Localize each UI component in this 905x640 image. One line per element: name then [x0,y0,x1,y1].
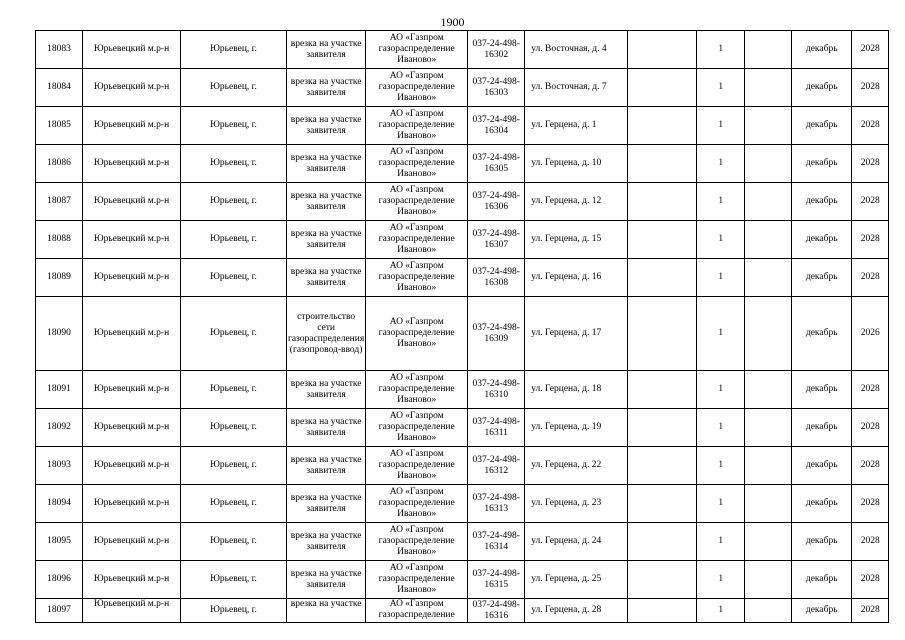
city-cell: Юрьевец, г. [181,221,287,259]
organization-cell: АО «Газпром газораспределение Иваново» [366,409,468,447]
month-cell: декабрь [792,447,852,485]
empty-cell [628,259,697,297]
city-cell: Юрьевец, г. [181,69,287,107]
address-cell: ул. Герцена, д. 25 [525,561,628,599]
city-cell: Юрьевец, г. [181,599,287,623]
row-id-cell: 18090 [36,297,83,371]
empty-cell [628,447,697,485]
organization-cell: АО «Газпром газораспределение [366,599,468,623]
row-id-cell: 18083 [36,31,83,69]
empty-cell [628,371,697,409]
work-type-cell: врезка на участке заявителя [287,145,366,183]
work-type-cell: врезка на участке заявителя [287,221,366,259]
code-cell: 037-24-498-16310 [468,371,525,409]
work-type-cell: строительство сети газораспределения (газопровод-ввод) [287,297,366,371]
row-id-cell: 18084 [36,69,83,107]
city-cell: Юрьевец, г. [181,107,287,145]
month-cell: декабрь [792,145,852,183]
count-cell: 1 [697,221,745,259]
code-cell: 037-24-498-16302 [468,31,525,69]
empty-cell [628,409,697,447]
table-row [36,599,889,623]
city-cell: Юрьевец, г. [181,485,287,523]
month-cell: декабрь [792,599,852,623]
count-cell: 1 [697,371,745,409]
count-cell: 1 [697,409,745,447]
city-cell: Юрьевец, г. [181,31,287,69]
district-cell: Юрьевецкий м.р-н [83,145,181,183]
table-row [36,145,889,183]
month-cell: декабрь [792,69,852,107]
organization-cell: АО «Газпром газораспределение Иваново» [366,107,468,145]
organization-cell: АО «Газпром газораспределение Иваново» [366,371,468,409]
row-id-cell: 18085 [36,107,83,145]
table-row [36,409,889,447]
table-row [36,221,889,259]
empty-cell [745,409,792,447]
code-cell: 037-24-498-16309 [468,297,525,371]
city-cell: Юрьевец, г. [181,297,287,371]
work-type-cell: врезка на участке заявителя [287,409,366,447]
empty-cell [745,447,792,485]
work-type-cell: врезка на участке заявителя [287,371,366,409]
district-cell: Юрьевецкий м.р-н [83,447,181,485]
table-row [36,523,889,561]
empty-cell [628,145,697,183]
address-cell: ул. Герцена, д. 19 [525,409,628,447]
district-cell: Юрьевецкий м.р-н [83,599,181,623]
district-cell: Юрьевецкий м.р-н [83,523,181,561]
city-cell: Юрьевец, г. [181,259,287,297]
address-cell: ул. Герцена, д. 28 [525,599,628,623]
district-cell: Юрьевецкий м.р-н [83,259,181,297]
count-cell: 1 [697,69,745,107]
organization-cell: АО «Газпром газораспределение Иваново» [366,69,468,107]
address-cell: ул. Восточная, д. 4 [525,31,628,69]
code-cell: 037-24-498-16306 [468,183,525,221]
count-cell: 1 [697,31,745,69]
empty-cell [745,183,792,221]
count-cell: 1 [697,523,745,561]
empty-cell [745,561,792,599]
table-row [36,447,889,485]
work-type-cell: врезка на участке заявителя [287,485,366,523]
district-cell: Юрьевецкий м.р-н [83,31,181,69]
empty-cell [745,31,792,69]
code-cell: 037-24-498-16312 [468,447,525,485]
empty-cell [745,371,792,409]
year-cell: 2026 [852,297,889,371]
code-cell: 037-24-498-16315 [468,561,525,599]
work-type-cell: врезка на участке заявителя [287,447,366,485]
address-cell: ул. Герцена, д. 22 [525,447,628,485]
count-cell: 1 [697,561,745,599]
row-id-cell: 18096 [36,561,83,599]
organization-cell: АО «Газпром газораспределение Иваново» [366,221,468,259]
district-cell: Юрьевецкий м.р-н [83,107,181,145]
empty-cell [745,297,792,371]
organization-cell: АО «Газпром газораспределение Иваново» [366,485,468,523]
address-cell: ул. Герцена, д. 23 [525,485,628,523]
year-cell: 2028 [852,561,889,599]
table-row [36,371,889,409]
district-cell: Юрьевецкий м.р-н [83,561,181,599]
district-cell: Юрьевецкий м.р-н [83,297,181,371]
count-cell: 1 [697,599,745,623]
code-cell: 037-24-498-16314 [468,523,525,561]
month-cell: декабрь [792,409,852,447]
empty-cell [628,297,697,371]
work-type-cell: врезка на участке заявителя [287,523,366,561]
table-row [36,31,889,69]
row-id-cell: 18089 [36,259,83,297]
empty-cell [745,145,792,183]
work-type-cell: врезка на участке заявителя [287,183,366,221]
empty-cell [628,599,697,623]
address-cell: ул. Герцена, д. 17 [525,297,628,371]
empty-cell [628,221,697,259]
year-cell: 2028 [852,69,889,107]
month-cell: декабрь [792,485,852,523]
year-cell: 2028 [852,31,889,69]
organization-cell: АО «Газпром газораспределение Иваново» [366,447,468,485]
table-row [36,183,889,221]
page-number: 1900 [440,15,465,29]
table-row [36,561,889,599]
work-type-cell: врезка на участке заявителя [287,259,366,297]
city-cell: Юрьевец, г. [181,183,287,221]
table-row [36,259,889,297]
code-cell: 037-24-498-16304 [468,107,525,145]
year-cell: 2028 [852,107,889,145]
empty-cell [745,599,792,623]
empty-cell [628,107,697,145]
table-row [36,69,889,107]
code-cell: 037-24-498-16307 [468,221,525,259]
district-cell: Юрьевецкий м.р-н [83,485,181,523]
year-cell: 2028 [852,183,889,221]
row-id-cell: 18091 [36,371,83,409]
month-cell: декабрь [792,523,852,561]
empty-cell [745,69,792,107]
month-cell: декабрь [792,259,852,297]
organization-cell: АО «Газпром газораспределение Иваново» [366,31,468,69]
row-id-cell: 18086 [36,145,83,183]
address-cell: ул. Герцена, д. 12 [525,183,628,221]
month-cell: декабрь [792,31,852,69]
empty-cell [745,259,792,297]
month-cell: декабрь [792,221,852,259]
code-cell: 037-24-498-16308 [468,259,525,297]
count-cell: 1 [697,259,745,297]
empty-cell [628,485,697,523]
row-id-cell: 18094 [36,485,83,523]
code-cell: 037-24-498-16305 [468,145,525,183]
data-table [35,30,889,623]
row-id-cell: 18088 [36,221,83,259]
organization-cell: АО «Газпром газораспределение Иваново» [366,523,468,561]
district-cell: Юрьевецкий м.р-н [83,183,181,221]
address-cell: ул. Герцена, д. 10 [525,145,628,183]
empty-cell [628,69,697,107]
month-cell: декабрь [792,183,852,221]
row-id-cell: 18093 [36,447,83,485]
year-cell: 2028 [852,599,889,623]
month-cell: декабрь [792,297,852,371]
city-cell: Юрьевец, г. [181,447,287,485]
empty-cell [745,523,792,561]
address-cell: ул. Герцена, д. 15 [525,221,628,259]
row-id-cell: 18095 [36,523,83,561]
organization-cell: АО «Газпром газораспределение Иваново» [366,561,468,599]
row-id-cell: 18092 [36,409,83,447]
year-cell: 2028 [852,447,889,485]
city-cell: Юрьевец, г. [181,561,287,599]
month-cell: декабрь [792,561,852,599]
table-row [36,107,889,145]
organization-cell: АО «Газпром газораспределение Иваново» [366,145,468,183]
count-cell: 1 [697,107,745,145]
year-cell: 2028 [852,145,889,183]
address-cell: ул. Герцена, д. 1 [525,107,628,145]
table-row [36,485,889,523]
city-cell: Юрьевец, г. [181,523,287,561]
organization-cell: АО «Газпром газораспределение Иваново» [366,259,468,297]
city-cell: Юрьевец, г. [181,409,287,447]
year-cell: 2028 [852,523,889,561]
city-cell: Юрьевец, г. [181,371,287,409]
work-type-cell: врезка на участке заявителя [287,561,366,599]
work-type-cell: врезка на участке заявителя [287,69,366,107]
code-cell: 037-24-498-16313 [468,485,525,523]
empty-cell [628,31,697,69]
district-cell: Юрьевецкий м.р-н [83,409,181,447]
code-cell: 037-24-498-16316 [468,599,525,623]
count-cell: 1 [697,183,745,221]
empty-cell [628,183,697,221]
organization-cell: АО «Газпром газораспределение Иваново» [366,183,468,221]
work-type-cell: врезка на участке заявителя [287,107,366,145]
district-cell: Юрьевецкий м.р-н [83,69,181,107]
count-cell: 1 [697,297,745,371]
count-cell: 1 [697,447,745,485]
count-cell: 1 [697,145,745,183]
count-cell: 1 [697,485,745,523]
month-cell: декабрь [792,107,852,145]
empty-cell [628,523,697,561]
code-cell: 037-24-498-16303 [468,69,525,107]
city-cell: Юрьевец, г. [181,145,287,183]
row-id-cell: 18087 [36,183,83,221]
empty-cell [628,561,697,599]
month-cell: декабрь [792,371,852,409]
code-cell: 037-24-498-16311 [468,409,525,447]
year-cell: 2028 [852,409,889,447]
empty-cell [745,107,792,145]
address-cell: ул. Герцена, д. 24 [525,523,628,561]
organization-cell: АО «Газпром газораспределение Иваново» [366,297,468,371]
address-cell: ул. Герцена, д. 16 [525,259,628,297]
district-cell: Юрьевецкий м.р-н [83,371,181,409]
year-cell: 2028 [852,221,889,259]
district-cell: Юрьевецкий м.р-н [83,221,181,259]
year-cell: 2028 [852,259,889,297]
work-type-cell: врезка на участке заявителя [287,31,366,69]
empty-cell [745,221,792,259]
empty-cell [745,485,792,523]
work-type-cell: врезка на участке [287,599,366,623]
row-id-cell: 18097 [36,599,83,623]
year-cell: 2028 [852,485,889,523]
address-cell: ул. Восточная, д. 7 [525,69,628,107]
year-cell: 2028 [852,371,889,409]
address-cell: ул. Герцена, д. 18 [525,371,628,409]
table-row [36,297,889,371]
